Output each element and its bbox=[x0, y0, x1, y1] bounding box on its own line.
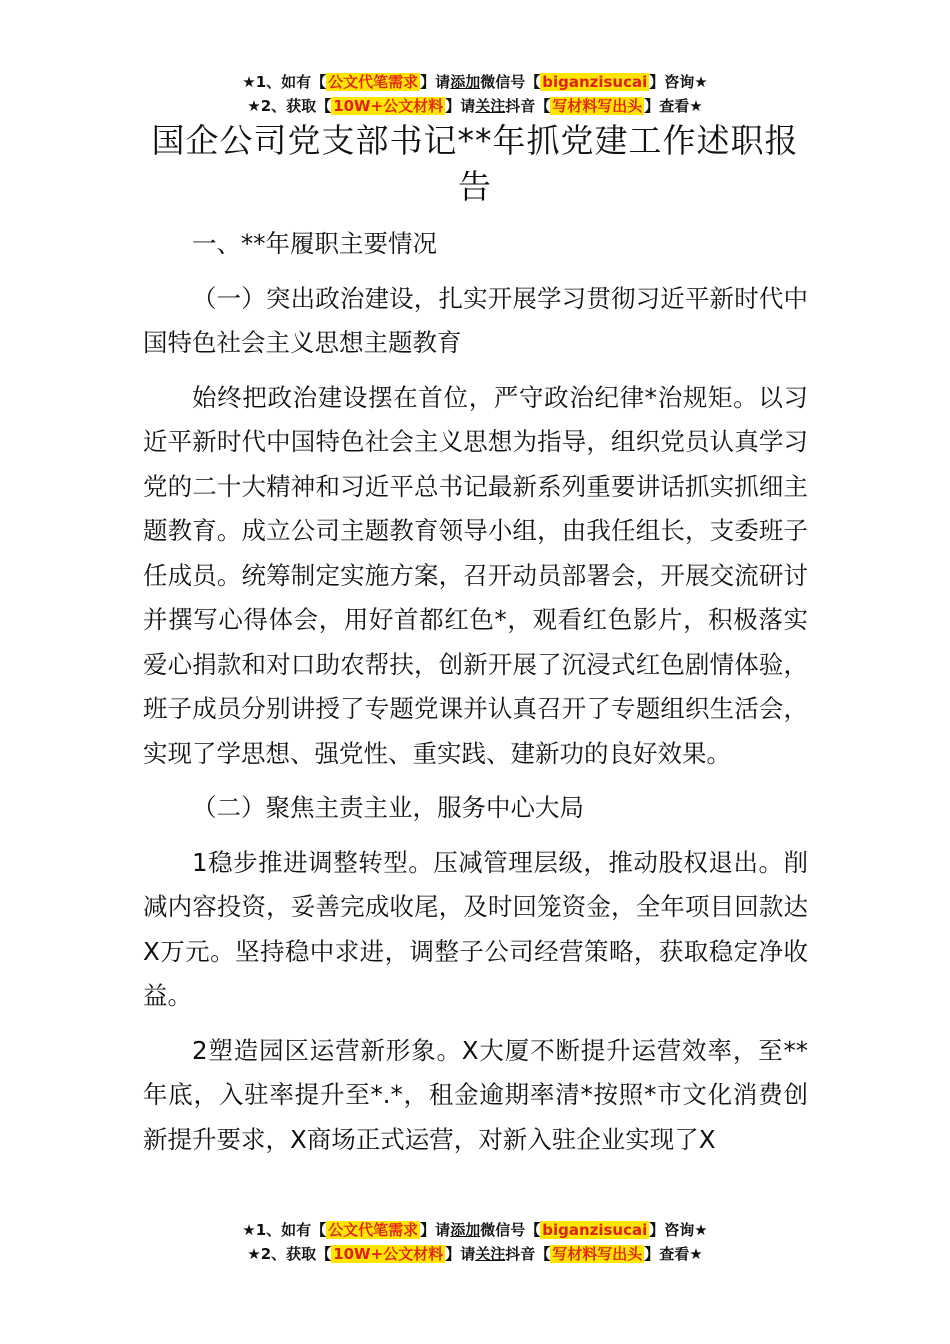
top-banner bbox=[0, 70, 950, 118]
banner-text: 抖音【 bbox=[505, 97, 551, 115]
banner-text: 】请 bbox=[445, 1245, 476, 1263]
banner-text: 】咨询★ bbox=[649, 73, 708, 91]
banner-text: 微信号【 bbox=[480, 1221, 541, 1239]
banner-text: 】请 bbox=[420, 1221, 451, 1239]
banner-underline: 添加 bbox=[450, 73, 481, 91]
banner-underline: 添加 bbox=[450, 1221, 481, 1239]
banner-highlight: 10W+公文材料 bbox=[333, 97, 444, 115]
banner-text: ★2、获取【 bbox=[247, 97, 332, 115]
banner-text: ★2、获取【 bbox=[247, 1245, 332, 1263]
banner-highlight: 10W+公文材料 bbox=[333, 1245, 444, 1263]
banner-text: 】请 bbox=[445, 97, 476, 115]
document-body bbox=[143, 222, 808, 1172]
banner-line-2 bbox=[0, 94, 950, 118]
banner-text: 】查看★ bbox=[644, 97, 703, 115]
banner-text: ★1、如有【 bbox=[242, 73, 327, 91]
banner-text: ★1、如有【 bbox=[242, 1221, 327, 1239]
banner-highlight: biganzisucai bbox=[542, 1221, 648, 1239]
banner-highlight: 公文代笔需求 bbox=[328, 1221, 419, 1239]
banner-text: 】请 bbox=[420, 73, 451, 91]
body-paragraph: 1稳步推进调整转型。压减管理层级，推动股权退出。削减内容投资，妥善完成收尾，及时回笼资金，全年项目回款达X万元。坚持稳中求进，调整子公司经营策略，获取稳定净收益。 bbox=[143, 847, 808, 1010]
body-paragraph: 始终把政治建设摆在首位，严守政治纪律*治规矩。以习近平新时代中国特色社会主义思想为指导，组织党员认真学习党的二十大精神和习近平总书记最新系列重要讲话抓实抓细主题教育。成立公司主题教育领导小组，由我任组长，支委班子任成员。统筹制定实施方案，召开动员部署会，开展交流研讨并撰写心得体会，用好首都红色*，观看红色影片，积极落实爱心捐款和对口助农帮扶，创新开展了沉浸式红色剧情体验，班子成员分别讲授了专题党课并认真召开了专题组织生活会，实现了学思想、强党性、重实践、建新功的良好效果。 bbox=[143, 382, 808, 768]
banner-text: 】查看★ bbox=[644, 1245, 703, 1263]
banner-highlight: 写材料写出头 bbox=[552, 97, 643, 115]
banner-line-1 bbox=[0, 1218, 950, 1242]
banner-underline: 关注 bbox=[475, 97, 506, 115]
subsection-heading: （二）聚焦主责主业，服务中心大局 bbox=[192, 793, 584, 822]
banner-text: 微信号【 bbox=[480, 73, 541, 91]
banner-highlight: 写材料写出头 bbox=[552, 1245, 643, 1263]
bottom-banner bbox=[0, 1218, 950, 1266]
subsection-heading: （一）突出政治建设，扎实开展学习贯彻习近平新时代中国特色社会主义思想主题教育 bbox=[143, 283, 808, 357]
banner-underline: 关注 bbox=[475, 1245, 506, 1263]
banner-text: 抖音【 bbox=[505, 1245, 551, 1263]
body-paragraph: 2塑造园区运营新形象。X大厦不断提升运营效率，至**年底，入驻率提升至*.*，租金逾期率清*按照*市文化消费创新提升要求，X商场正式运营，对新入驻企业实现了X bbox=[143, 1035, 808, 1154]
banner-text: 】咨询★ bbox=[649, 1221, 708, 1239]
section-heading: 一、**年履职主要情况 bbox=[192, 229, 437, 258]
banner-line-1 bbox=[0, 70, 950, 94]
document-title: 国企公司党支部书记**年抓党建工作述职报告 bbox=[151, 121, 799, 206]
banner-highlight: biganzisucai bbox=[542, 73, 648, 91]
banner-highlight: 公文代笔需求 bbox=[328, 73, 419, 91]
banner-line-2 bbox=[0, 1242, 950, 1266]
